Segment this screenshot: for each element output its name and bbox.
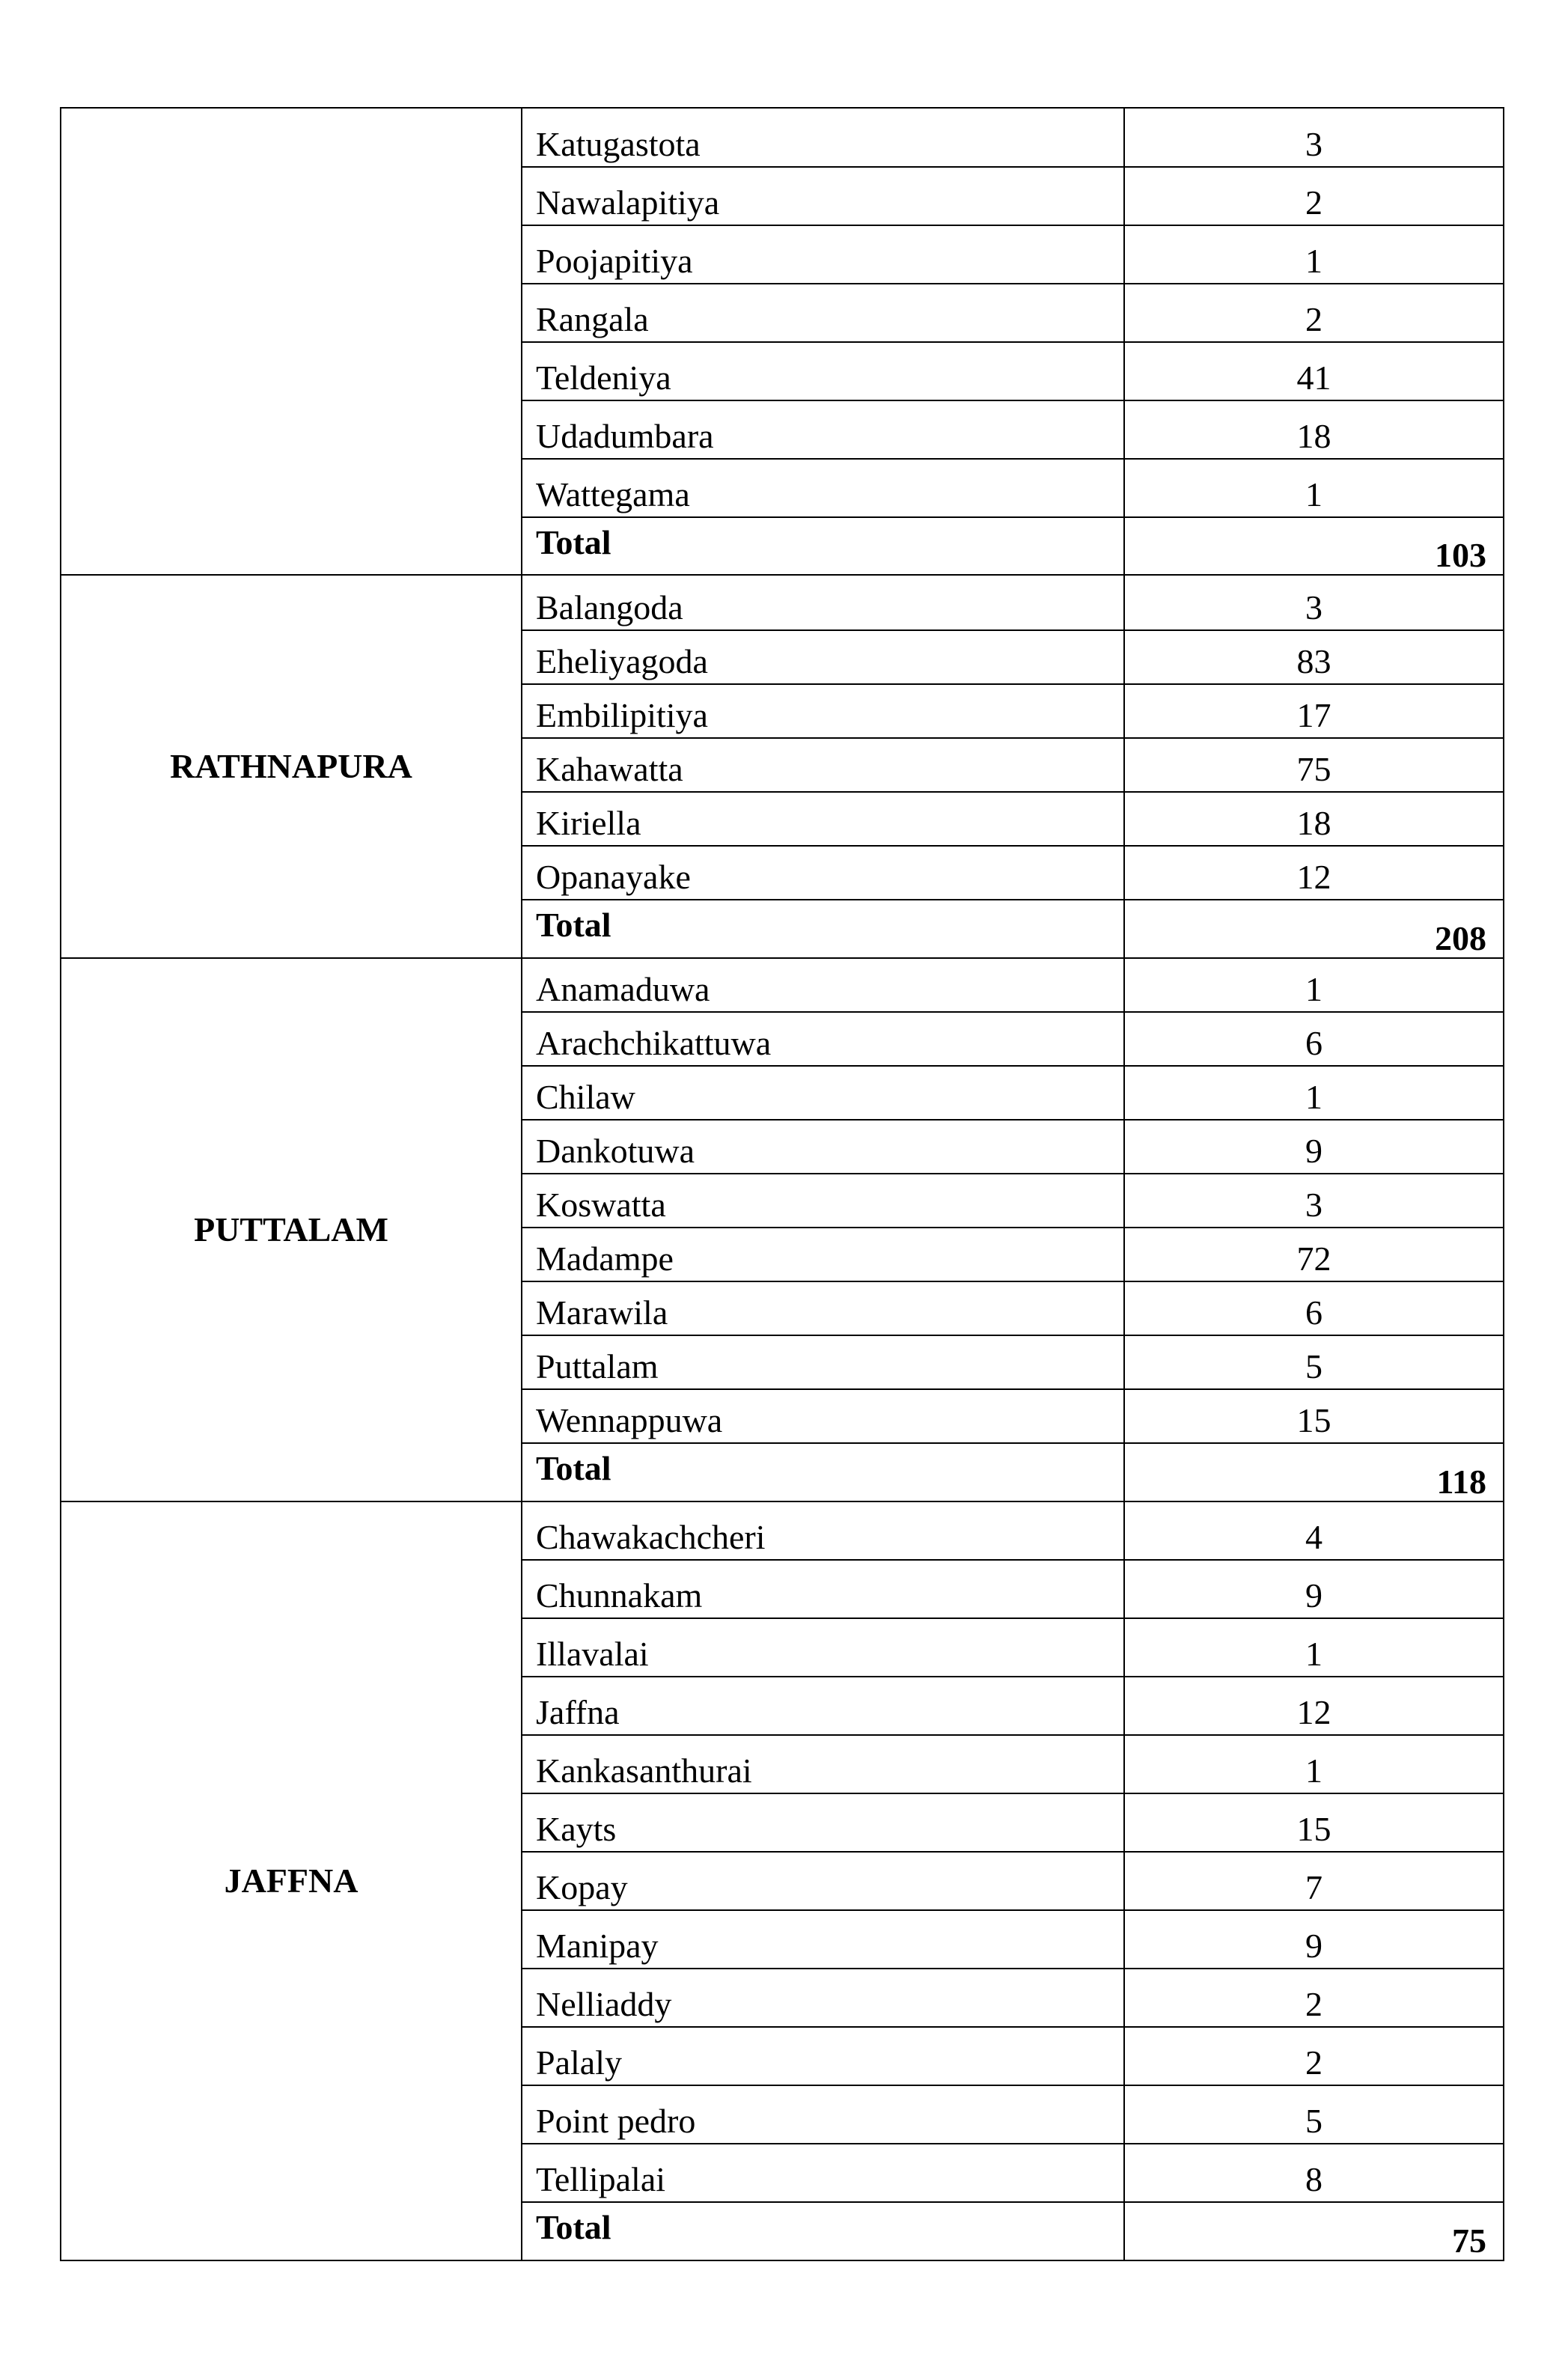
count-value: 15 — [1296, 1401, 1331, 1439]
station-name: Chunnakam — [536, 1576, 703, 1615]
station-cell — [522, 342, 1124, 400]
district-cell-empty — [61, 108, 522, 575]
station-name: Teldeniya — [536, 359, 671, 397]
count-cell — [1124, 1228, 1504, 1281]
count-cell — [1124, 1793, 1504, 1852]
station-cell — [522, 1793, 1124, 1852]
station-cell — [522, 1012, 1124, 1066]
station-cell — [522, 792, 1124, 846]
count-cell — [1124, 342, 1504, 400]
count-cell — [1124, 1735, 1504, 1793]
table-row — [61, 108, 1504, 167]
count-cell — [1124, 400, 1504, 459]
station-name: Madampe — [536, 1240, 674, 1278]
count-cell — [1124, 108, 1504, 167]
total-value-cell — [1124, 517, 1504, 575]
count-value: 6 — [1305, 1024, 1323, 1062]
station-name: Balangoda — [536, 588, 683, 626]
total-value: 103 — [1435, 536, 1486, 574]
station-name: Opanayake — [536, 858, 691, 896]
count-value: 3 — [1305, 1186, 1323, 1224]
station-name: Point pedro — [536, 2102, 696, 2140]
count-value: 9 — [1305, 1132, 1323, 1170]
station-cell — [522, 1120, 1124, 1174]
count-cell — [1124, 738, 1504, 792]
table-row — [61, 575, 1504, 630]
count-cell — [1124, 1618, 1504, 1677]
total-label: Total — [536, 523, 611, 561]
total-value-cell — [1124, 1443, 1504, 1501]
count-value: 3 — [1305, 588, 1323, 626]
count-cell — [1124, 284, 1504, 342]
count-value: 1 — [1305, 970, 1323, 1008]
station-name: Kiriella — [536, 804, 641, 842]
count-value: 9 — [1305, 1927, 1323, 1965]
station-cell — [522, 575, 1124, 630]
count-value: 1 — [1305, 475, 1323, 513]
station-cell — [522, 459, 1124, 517]
total-label-cell — [522, 517, 1124, 575]
count-value: 1 — [1305, 1635, 1323, 1673]
count-cell — [1124, 1560, 1504, 1618]
count-value: 72 — [1296, 1240, 1331, 1278]
count-cell — [1124, 225, 1504, 284]
station-cell — [522, 1066, 1124, 1120]
station-cell — [522, 284, 1124, 342]
station-name: Nelliaddy — [536, 1985, 672, 2023]
count-cell — [1124, 1389, 1504, 1443]
total-label: Total — [536, 906, 611, 944]
table-row — [61, 1501, 1504, 1560]
table-body — [61, 108, 1504, 2260]
count-value: 9 — [1305, 1576, 1323, 1615]
station-cell — [522, 1174, 1124, 1228]
count-cell — [1124, 459, 1504, 517]
total-value: 208 — [1435, 919, 1486, 957]
count-value: 15 — [1296, 1810, 1331, 1848]
count-value: 7 — [1305, 1868, 1323, 1906]
count-value: 17 — [1296, 696, 1331, 734]
station-name: Marawila — [536, 1293, 668, 1332]
count-value: 3 — [1305, 125, 1323, 163]
count-value: 8 — [1305, 2160, 1323, 2198]
station-cell — [522, 738, 1124, 792]
count-value: 1 — [1305, 1751, 1323, 1790]
count-value: 75 — [1296, 750, 1331, 788]
station-name: Eheliyagoda — [536, 642, 708, 680]
station-cell — [522, 400, 1124, 459]
station-cell — [522, 1501, 1124, 1560]
count-value: 12 — [1296, 1693, 1331, 1731]
count-cell — [1124, 1501, 1504, 1560]
count-value: 2 — [1305, 300, 1323, 338]
station-cell — [522, 1560, 1124, 1618]
count-value: 1 — [1305, 242, 1323, 280]
total-label-cell — [522, 1443, 1124, 1501]
station-name: Kopay — [536, 1868, 628, 1906]
district-station-table — [60, 107, 1504, 2261]
district-cell-jaffna: JAFFNA — [61, 1501, 522, 2260]
total-value-cell — [1124, 2202, 1504, 2260]
count-cell — [1124, 958, 1504, 1012]
station-cell — [522, 1281, 1124, 1335]
station-name: Udadumbara — [536, 417, 714, 455]
station-name: Puttalam — [536, 1347, 659, 1385]
count-cell — [1124, 1969, 1504, 2027]
station-cell — [522, 108, 1124, 167]
station-name: Arachchikattuwa — [536, 1024, 772, 1062]
count-cell — [1124, 2085, 1504, 2144]
station-cell — [522, 2027, 1124, 2085]
count-value: 12 — [1296, 858, 1331, 896]
count-value: 18 — [1296, 804, 1331, 842]
count-value: 41 — [1296, 359, 1331, 397]
count-cell — [1124, 167, 1504, 225]
count-value: 5 — [1305, 1347, 1323, 1385]
station-cell — [522, 2144, 1124, 2202]
station-cell — [522, 1735, 1124, 1793]
count-cell — [1124, 1677, 1504, 1735]
count-value: 2 — [1305, 1985, 1323, 2023]
station-name: Tellipalai — [536, 2160, 666, 2198]
station-cell — [522, 1335, 1124, 1389]
station-name: Nawalapitiya — [536, 183, 720, 222]
station-name: Katugastota — [536, 125, 701, 163]
station-cell — [522, 846, 1124, 900]
total-label: Total — [536, 2208, 611, 2246]
count-cell — [1124, 630, 1504, 684]
district-cell-rathnapura: RATHNAPURA — [61, 575, 522, 958]
station-name: Jaffna — [536, 1693, 620, 1731]
count-cell — [1124, 1335, 1504, 1389]
station-cell — [522, 958, 1124, 1012]
station-name: Palaly — [536, 2043, 622, 2082]
station-cell — [522, 1618, 1124, 1677]
station-name: Embilipitiya — [536, 696, 708, 734]
district-cell-puttalam: PUTTALAM — [61, 958, 522, 1501]
count-value: 4 — [1305, 1518, 1323, 1556]
total-label: Total — [536, 1449, 611, 1487]
station-cell — [522, 1389, 1124, 1443]
count-cell — [1124, 1012, 1504, 1066]
count-cell — [1124, 792, 1504, 846]
station-name: Chawakachcheri — [536, 1518, 766, 1556]
station-name: Illavalai — [536, 1635, 649, 1673]
station-cell — [522, 630, 1124, 684]
total-label-cell — [522, 900, 1124, 958]
count-cell — [1124, 1910, 1504, 1969]
station-name: Manipay — [536, 1927, 659, 1965]
station-cell — [522, 1969, 1124, 2027]
station-name: Anamaduwa — [536, 970, 710, 1008]
count-value: 1 — [1305, 1078, 1323, 1116]
total-value: 118 — [1436, 1463, 1486, 1501]
station-name: Wattegama — [536, 475, 690, 513]
station-name: Kayts — [536, 1810, 617, 1848]
count-value: 5 — [1305, 2102, 1323, 2140]
station-name: Kahawatta — [536, 750, 683, 788]
station-cell — [522, 1228, 1124, 1281]
count-value: 6 — [1305, 1293, 1323, 1332]
station-name: Chilaw — [536, 1078, 635, 1116]
count-cell — [1124, 575, 1504, 630]
count-cell — [1124, 684, 1504, 738]
table-row — [61, 958, 1504, 1012]
station-cell — [522, 225, 1124, 284]
count-cell — [1124, 1120, 1504, 1174]
total-value-cell — [1124, 900, 1504, 958]
station-cell — [522, 167, 1124, 225]
count-cell — [1124, 1174, 1504, 1228]
station-name: Poojapitiya — [536, 242, 693, 280]
count-cell — [1124, 1852, 1504, 1910]
station-name: Koswatta — [536, 1186, 666, 1224]
count-cell — [1124, 2027, 1504, 2085]
count-value: 2 — [1305, 2043, 1323, 2082]
count-value: 18 — [1296, 417, 1331, 455]
count-cell — [1124, 2144, 1504, 2202]
total-label-cell — [522, 2202, 1124, 2260]
total-value: 75 — [1452, 2222, 1486, 2260]
station-name: Kankasanthurai — [536, 1751, 752, 1790]
count-cell — [1124, 1281, 1504, 1335]
station-name: Wennappuwa — [536, 1401, 723, 1439]
station-cell — [522, 2085, 1124, 2144]
count-value: 83 — [1296, 642, 1331, 680]
station-name: Dankotuwa — [536, 1132, 695, 1170]
count-value: 2 — [1305, 183, 1323, 222]
station-cell — [522, 1677, 1124, 1735]
station-name: Rangala — [536, 300, 649, 338]
station-cell — [522, 684, 1124, 738]
station-cell — [522, 1910, 1124, 1969]
station-cell — [522, 1852, 1124, 1910]
count-cell — [1124, 1066, 1504, 1120]
count-cell — [1124, 846, 1504, 900]
